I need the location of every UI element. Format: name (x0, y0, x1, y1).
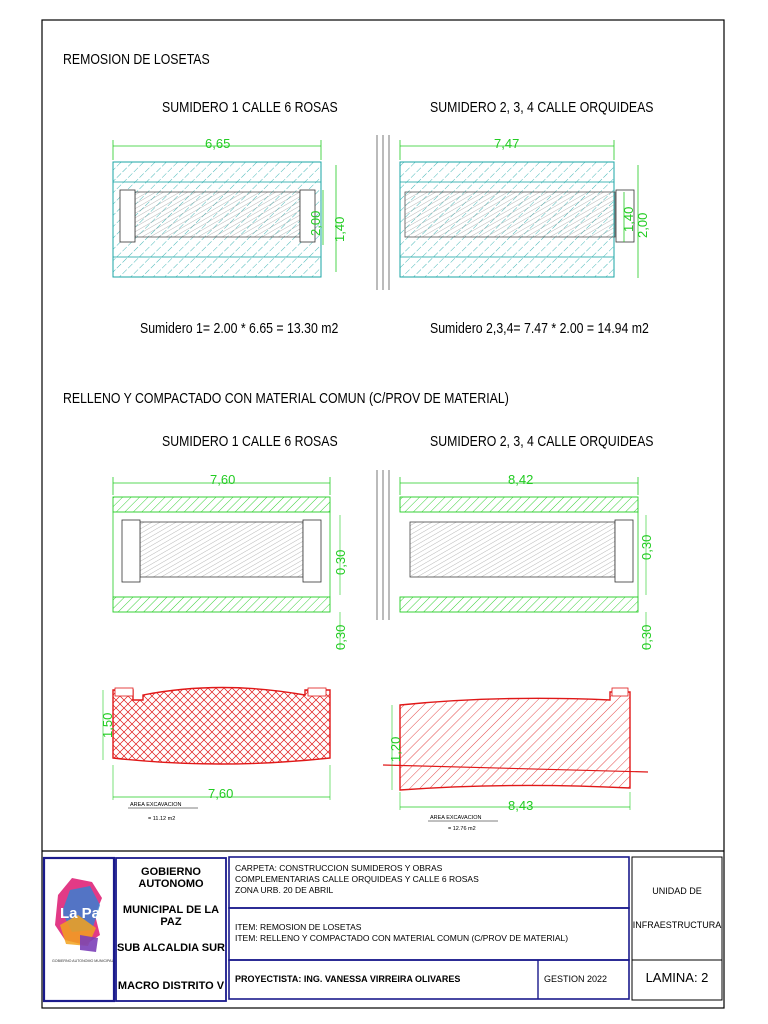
logo-caption: GOBIERNO AUTONOMO MUNICIPAL (52, 959, 114, 963)
carpeta-text: CARPETA: CONSTRUCCION SUMIDEROS Y OBRAS COMPLEMENTARIAS CALLE ORQUIDEAS Y CALLE 6 ROSAS ZONA URB. 20 DE ABRIL (235, 863, 479, 895)
fill-right-plan (377, 470, 646, 650)
proyectista-text: PROYECTISTA: ING. VANESSA VIRREIRA OLIVARES (235, 974, 461, 984)
fill-left-title: SUMIDERO 1 CALLE 6 ROSAS (162, 433, 338, 450)
removal-left-title: SUMIDERO 1 CALLE 6 ROSAS (162, 99, 338, 116)
logo-text: La Paz (60, 905, 108, 922)
fill-left-length: 7,60 (210, 472, 236, 487)
excavation-left-height: 1,50 (100, 712, 115, 738)
fill-right-length: 8,42 (508, 472, 534, 487)
excavation-left-length: 7,60 (208, 786, 234, 801)
unit-line-1: UNIDAD DE (652, 886, 702, 896)
unit-line-2: INFRAESTRUCTURA (632, 920, 722, 930)
item-1-text: ITEM: REMOSION DE LOSETAS (235, 922, 362, 932)
entity-line-4: MACRO DISTRITO V (117, 980, 225, 992)
fill-right-band-low: 0,30 (639, 624, 654, 650)
excavation-right-area-label: AREA EXCAVACION (430, 815, 482, 821)
gestion-text: GESTION 2022 (544, 974, 608, 984)
fill-section-title: RELLENO Y COMPACTADO CON MATERIAL COMUN (C/PROV DE MATERIAL) (63, 390, 509, 407)
fill-right-title: SUMIDERO 2, 3, 4 CALLE ORQUIDEAS (430, 433, 654, 450)
removal-left-length: 6,65 (205, 136, 231, 151)
removal-right-width-b: 2,00 (635, 212, 650, 238)
removal-left-width-a: 2,00 (308, 210, 323, 236)
removal-right-formula: Sumidero 2,3,4= 7.47 * 2.00 = 14.94 m2 (430, 320, 649, 337)
excavation-right-area-value: = 12.76 m2 (448, 826, 476, 832)
excavation-left-area-value: = 11.12 m2 (148, 816, 176, 822)
removal-section-title: REMOSION DE LOSETAS (63, 51, 210, 68)
fill-left-plan (113, 477, 340, 650)
removal-left-width-b: 1,40 (332, 216, 347, 242)
removal-right-plan (377, 135, 638, 290)
fill-left-band: 0,30 (333, 549, 348, 575)
fill-right-band: 0,30 (639, 534, 654, 560)
removal-left-formula: Sumidero 1= 2.00 * 6.65 = 13.30 m2 (140, 320, 339, 337)
entity-line-3: SUB ALCALDIA SUR (117, 942, 225, 954)
removal-right-width-a: 1,40 (621, 206, 636, 232)
excavation-left-area-label: AREA EXCAVACION (130, 802, 182, 808)
excavation-right-length: 8,43 (508, 798, 534, 813)
removal-right-length: 7,47 (494, 136, 520, 151)
removal-left-plan (113, 140, 336, 277)
lamina-text: LAMINA: 2 (645, 970, 709, 985)
removal-right-title: SUMIDERO 2, 3, 4 CALLE ORQUIDEAS (430, 99, 654, 116)
entity-line-2: MUNICIPAL DE LA PAZ (122, 904, 220, 928)
item-2-text: ITEM: RELLENO Y COMPACTADO CON MATERIAL COMUN (C/PROV DE MATERIAL) (235, 933, 569, 943)
entity-line-1: GOBIERNO AUTONOMO (138, 866, 204, 890)
fill-left-band-low: 0,30 (333, 624, 348, 650)
excavation-right-height: 1,20 (388, 736, 403, 762)
